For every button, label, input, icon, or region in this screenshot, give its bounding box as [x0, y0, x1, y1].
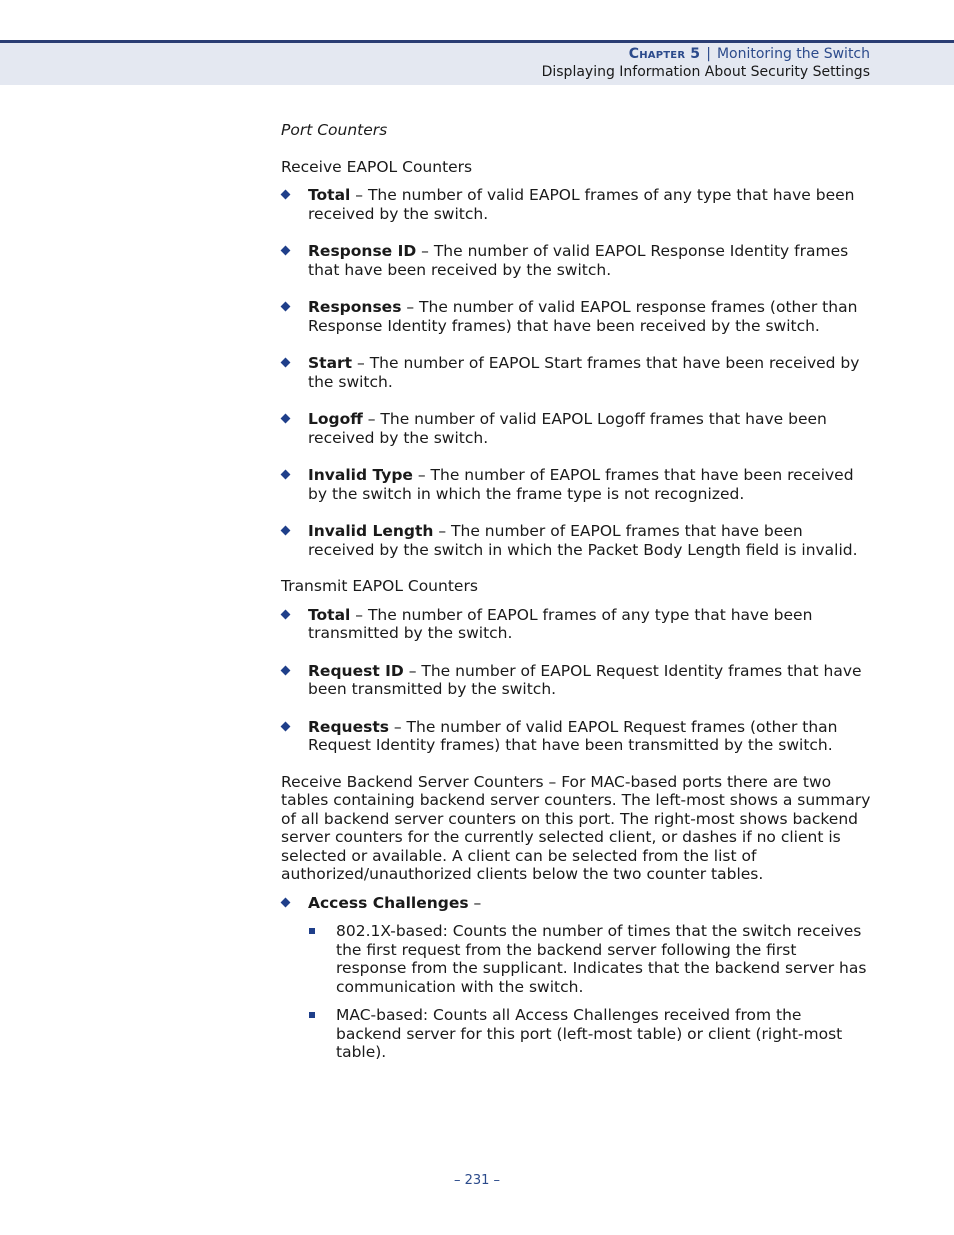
item-term: Total — [308, 605, 351, 624]
page-number: – 231 – — [453, 1173, 501, 1188]
list-item — [281, 894, 871, 1062]
item-term: Start — [308, 354, 353, 372]
receive-counter-list — [281, 186, 871, 559]
diamond-bullet-icon — [281, 358, 291, 368]
item-term: Request ID — [308, 661, 404, 680]
item-text: – The number of valid EAPOL Request frames (other than Request Identity frames) that have been transmitted by the switch. — [308, 717, 838, 754]
square-bullet-icon — [309, 1012, 315, 1018]
backend-server-paragraph: Receive Backend Server Counters – For MAC-based ports there are two tables containing backend server counters. The left-most shows a summary of all backend server counters on this port. The right-most shows backend server counters for the currently selected client, or dashes if no client is selected or available. A client can be selected from the list of authorized/unauthorized clients below the two counter tables. — [281, 772, 871, 883]
running-header-section: Displaying Information About Security Settings — [541, 64, 870, 80]
diamond-bullet-icon — [281, 897, 291, 907]
chapter-label: Chapter 5 — [628, 46, 701, 62]
list-item — [281, 410, 871, 447]
sub-list-item — [308, 1006, 871, 1062]
item-text: – The number of EAPOL Start frames that have been received by the switch. — [308, 354, 860, 391]
list-item — [281, 242, 871, 279]
transmit-counter-list — [281, 606, 871, 755]
item-text: – The number of EAPOL frames of any type that have been transmitted by the switch. — [308, 605, 813, 642]
diamond-bullet-icon — [281, 246, 291, 256]
sub-item-text: 802.1X-based: Counts the number of times that the switch receives the first request from the backend server following the first response from the supplicant. Indicates that the backend server has communication with the switch. — [336, 922, 867, 996]
item-term: Response ID — [308, 242, 417, 260]
list-item — [281, 718, 871, 755]
receive-eapol-heading: Receive EAPOL Counters — [281, 157, 473, 176]
access-challenges-sublist — [308, 922, 871, 1062]
list-item — [281, 466, 871, 503]
item-text: – The number of EAPOL frames that have been received by the switch in which the Packet Body Length field is invalid. — [308, 522, 858, 559]
item-term: Invalid Type — [308, 466, 413, 484]
item-text: – The number of EAPOL frames that have been received by the switch in which the frame type is not recognized. — [308, 466, 854, 503]
item-term: Requests — [308, 717, 389, 736]
diamond-bullet-icon — [281, 721, 291, 731]
item-term: Logoff — [308, 410, 363, 428]
item-text: – The number of valid EAPOL Response Identity frames that have been received by the switch. — [308, 242, 849, 279]
transmit-eapol-heading: Transmit EAPOL Counters — [281, 577, 478, 595]
item-term: Total — [308, 186, 351, 204]
list-item — [281, 354, 871, 391]
diamond-bullet-icon — [281, 609, 291, 619]
diamond-bullet-icon — [281, 526, 291, 536]
list-item — [281, 606, 871, 643]
item-text: – The number of valid EAPOL response frames (other than Response Identity frames) that have been received by the switch. — [308, 298, 858, 335]
diamond-bullet-icon — [281, 302, 291, 312]
square-bullet-icon — [309, 928, 315, 934]
diamond-bullet-icon — [281, 470, 291, 480]
item-text: – The number of valid EAPOL frames of any type that have been received by the switch. — [308, 186, 855, 223]
chapter-title: Monitoring the Switch — [716, 46, 870, 62]
list-item — [281, 298, 871, 335]
item-term: Responses — [308, 298, 402, 316]
page-body — [281, 121, 871, 1072]
diamond-bullet-icon — [281, 190, 291, 200]
diamond-bullet-icon — [281, 414, 291, 424]
item-text: – — [468, 893, 482, 912]
list-item — [281, 522, 871, 559]
diamond-bullet-icon — [281, 665, 291, 675]
backend-counter-list — [281, 894, 871, 1062]
port-counters-heading: Port Counters — [281, 121, 388, 139]
item-text: – The number of EAPOL Request Identity frames that have been transmitted by the switch. — [308, 661, 862, 698]
running-header-chapter — [629, 46, 870, 62]
sub-list-item — [308, 922, 871, 996]
header-separator: | — [706, 46, 711, 62]
item-term: Invalid Length — [308, 522, 434, 540]
item-term: Access Challenges — [308, 893, 469, 912]
item-text: – The number of valid EAPOL Logoff frames that have been received by the switch. — [308, 410, 827, 447]
list-item — [281, 186, 871, 223]
sub-item-text: MAC-based: Counts all Access Challenges received from the backend server for this port (left-most table) or client (right-most table). — [336, 1006, 843, 1061]
list-item — [281, 662, 871, 699]
